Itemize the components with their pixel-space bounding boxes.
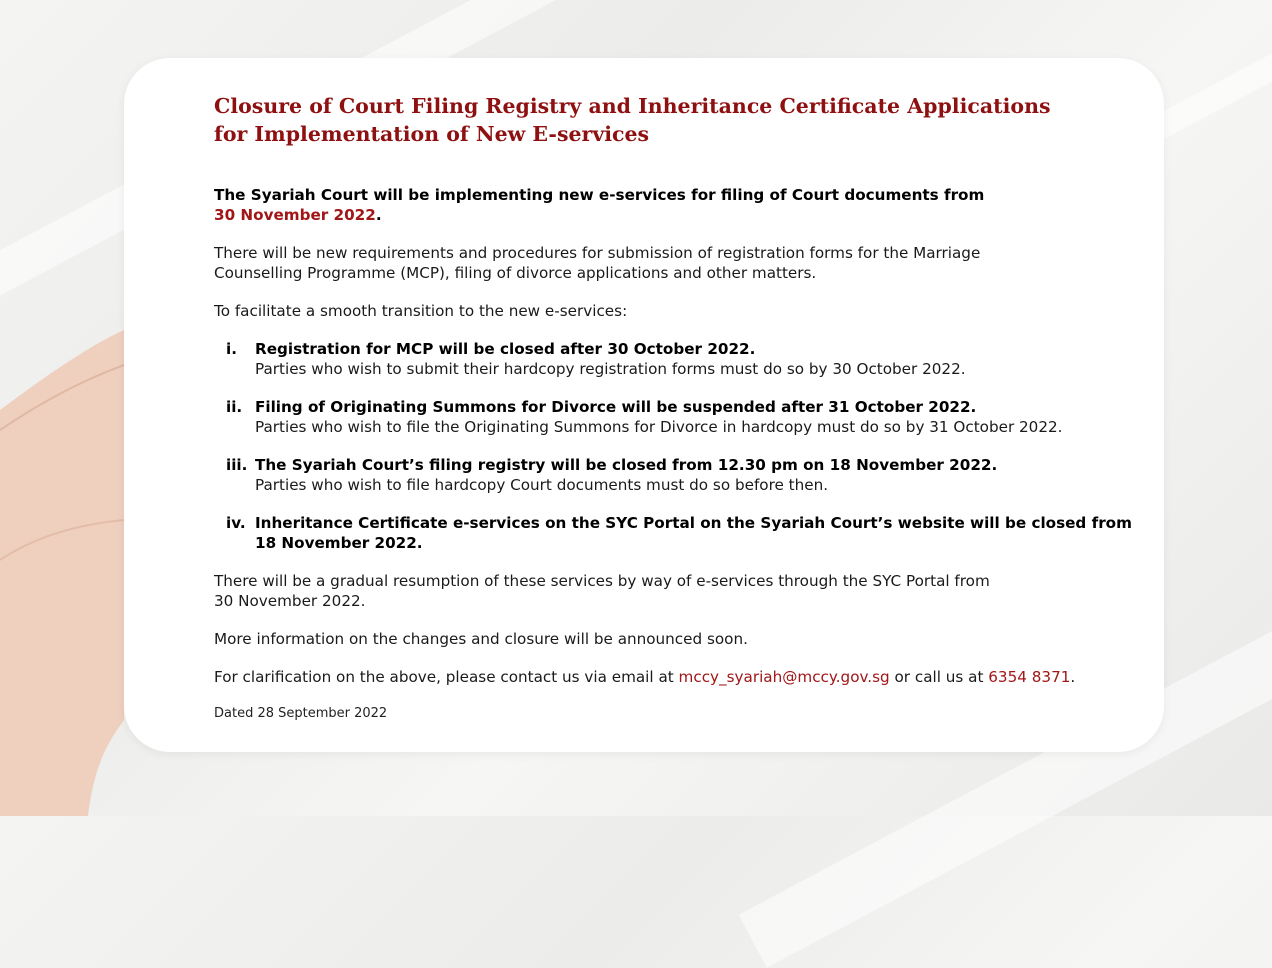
- transition-list: [214, 339, 1154, 553]
- list-item: [214, 513, 1154, 553]
- list-item: [214, 339, 1154, 379]
- lead-paragraph: [214, 185, 1154, 225]
- list-item-heading: Filing of Originating Summons for Divorce will be suspended after 31 October 2022.: [255, 398, 977, 416]
- list-item-detail: Parties who wish to file hardcopy Court documents must do so before then.: [255, 476, 829, 494]
- paragraph-line: Counselling Programme (MCP), filing of divorce applications and other matters.: [214, 264, 817, 282]
- list-item-number: i.: [226, 340, 237, 358]
- paragraph-line: 30 November 2022.: [214, 592, 366, 610]
- notice-card: [124, 58, 1164, 752]
- resumption-paragraph: [214, 571, 1154, 611]
- paragraph-line: There will be new requirements and procedures for submission of registration forms for the Marriage: [214, 244, 981, 262]
- contact-email-link[interactable]: mccy_syariah@mccy.gov.sg: [678, 668, 890, 686]
- transition-intro: To facilitate a smooth transition to the new e-services:: [214, 302, 628, 320]
- contact-phone-link[interactable]: 6354 8371: [988, 668, 1071, 686]
- list-item-number: iii.: [226, 456, 248, 474]
- notice-content: [214, 92, 1154, 723]
- list-item-heading: Registration for MCP will be closed after 30 October 2022.: [255, 340, 756, 358]
- list-item-detail: Parties who wish to file the Originating Summons for Divorce in hardcopy must do so by 31 October 2022.: [255, 418, 1063, 436]
- list-item-heading-continued: 18 November 2022.: [255, 534, 423, 552]
- contact-end: .: [1070, 668, 1076, 686]
- list-item-heading: The Syariah Court’s filing registry will be closed from 12.30 pm on 18 November 2022.: [255, 456, 998, 474]
- contact-mid: or call us at: [894, 668, 984, 686]
- lead-end: .: [375, 206, 382, 224]
- lead-text: The Syariah Court will be implementing new e-services for filing of Court documents from: [214, 186, 985, 204]
- contact-paragraph: [214, 667, 1154, 687]
- title-line: for Implementation of New E-services: [214, 122, 650, 146]
- title-line: Closure of Court Filing Registry and Inheritance Certificate Applications: [214, 94, 1051, 118]
- contact-prefix: For clarification on the above, please contact us via email at: [214, 668, 674, 686]
- more-info-paragraph: More information on the changes and closure will be announced soon.: [214, 630, 748, 648]
- list-item: [214, 397, 1154, 437]
- list-item-detail: Parties who wish to submit their hardcopy registration forms must do so by 30 October 2022.: [255, 360, 966, 378]
- list-item-heading: Inheritance Certificate e-services on the SYC Portal on the Syariah Court’s website will be closed from: [255, 514, 1132, 532]
- list-item-number: iv.: [226, 514, 246, 532]
- list-item: [214, 455, 1154, 495]
- list-item-number: ii.: [226, 398, 243, 416]
- requirements-paragraph: [214, 243, 1154, 283]
- notice-title: [214, 92, 1154, 148]
- dated-line: Dated 28 September 2022: [214, 706, 388, 721]
- lead-date: 30 November 2022: [214, 206, 376, 224]
- paragraph-line: There will be a gradual resumption of these services by way of e-services through the SYC Portal from: [214, 572, 990, 590]
